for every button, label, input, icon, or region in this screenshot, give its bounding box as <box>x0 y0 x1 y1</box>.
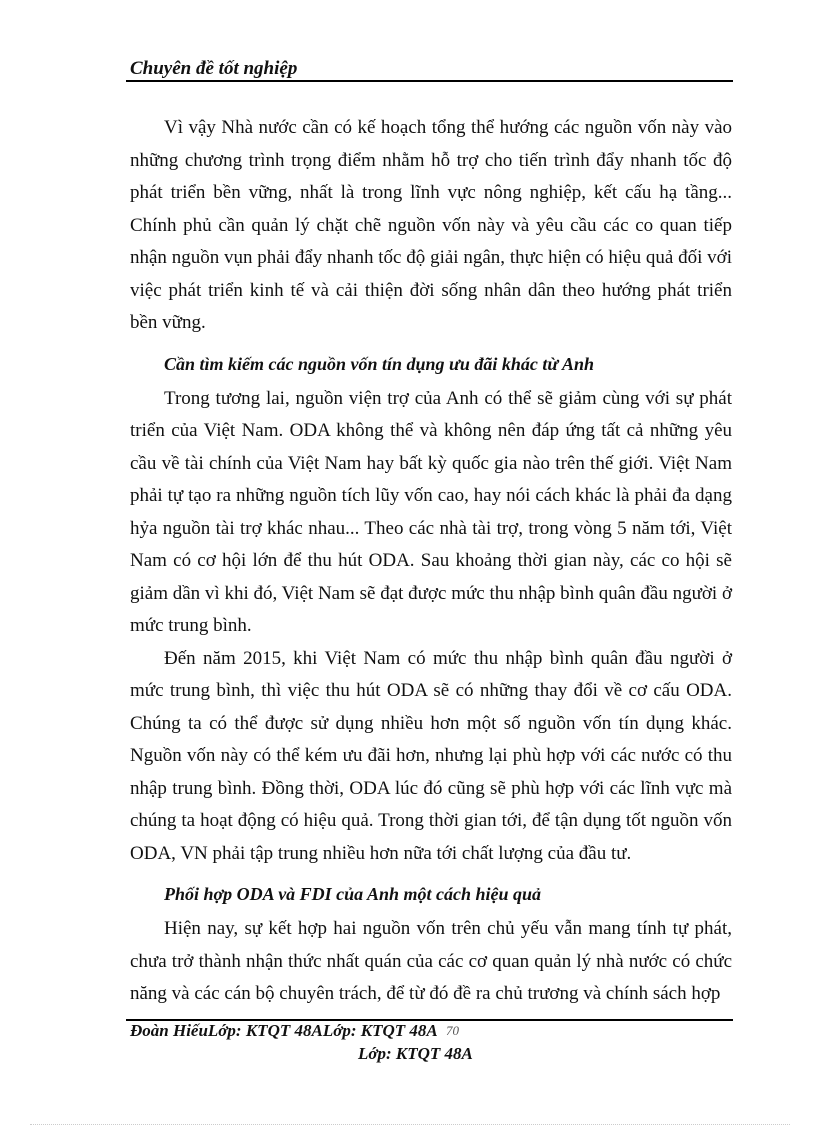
body-paragraph: Hiện nay, sự kết hợp hai nguồn vốn trên chủ yếu vẫn mang tính tự phát, chưa trở thành nhận thức nhất quán của các cơ quan quản lý nhà nước có chức năng và các cán bộ chuyên trách, để từ đó đề ra chủ trương và chính sách hợp <box>130 918 732 1004</box>
section-heading: Cần tìm kiếm các nguồn vốn tín dụng ưu đãi khác từ Anh <box>164 353 594 374</box>
body-paragraph: Vì vậy Nhà nước cần có kế hoạch tổng thể hướng các nguồn vốn này vào những chương trình trọng điểm nhằm hỗ trợ cho tiến trình đẩy nhanh tốc độ phát triển bền vững, nhất là trong lĩnh vực nông nghiệp, kết cấu hạ tầng... Chính phủ cần quản lý chặt chẽ nguồn vốn này và yêu cầu các co quan tiếp nhận nguồn vụn phải đẩy nhanh tốc độ giải ngân, thực hiện có hiệu quả đối với việc phát triển kinh tế và cải thiện đời sống nhân dân theo hướng phát triển bền vững. <box>130 117 732 333</box>
footer-class: Lớp: KTQT 48A <box>358 1044 473 1063</box>
footer-author-class: Đoàn HiếuLớp: KTQT 48ALớp: KTQT 48A <box>130 1021 438 1040</box>
document-body <box>130 112 732 1011</box>
page-number: 70 <box>446 1023 459 1038</box>
section-heading: Phối hợp ODA và FDI của Anh một cách hiệu quả <box>164 884 542 904</box>
body-paragraph: Đến năm 2015, khi Việt Nam có mức thu nhập bình quân đầu người ở mức trung bình, thì việc thu hút ODA sẽ có những thay đổi về cơ cấu ODA. Chúng ta có thể được sử dụng nhiều hơn một số nguồn vốn tín dụng khác. Nguồn vốn này có thể kém ưu đãi hơn, nhưng lại phù hợp với các nước có thu nhập trung bình. Đồng thời, ODA lúc đó cũng sẽ phù hợp với các lĩnh vực mà chúng ta hoạt động có hiệu quả. Trong thời gian tới, để tận dụng tốt nguồn vốn ODA, VN phải tập trung nhiều hơn nữa tới chất lượng của đầu tư. <box>130 647 732 864</box>
body-paragraph: Trong tương lai, nguồn viện trợ của Anh có thể sẽ giảm cùng với sự phát triển của Việt Nam. ODA không thể và không nên đáp ứng tất cả những yêu cầu về tài chính của Việt Nam hay bất kỳ quốc gia nào trên thế giới. Việt Nam phải tự tạo ra những nguồn tích lũy vốn cao, hay nói cách khác là phải đa dạng hỷa nguồn tài trợ khác nhau... Theo các nhà tài trợ, trong vòng 5 năm tới, Việt Nam có cơ hội lớn để thu hút ODA. Sau khoảng thời gian này, các co hội sẽ giảm dần vì khi đó, Việt Nam sẽ đạt được mức thu nhập bình quân đầu người ở mức trung bình. <box>130 387 732 636</box>
page-header-title: Chuyên đề tốt nghiệp <box>130 58 298 79</box>
header-divider <box>126 80 733 82</box>
